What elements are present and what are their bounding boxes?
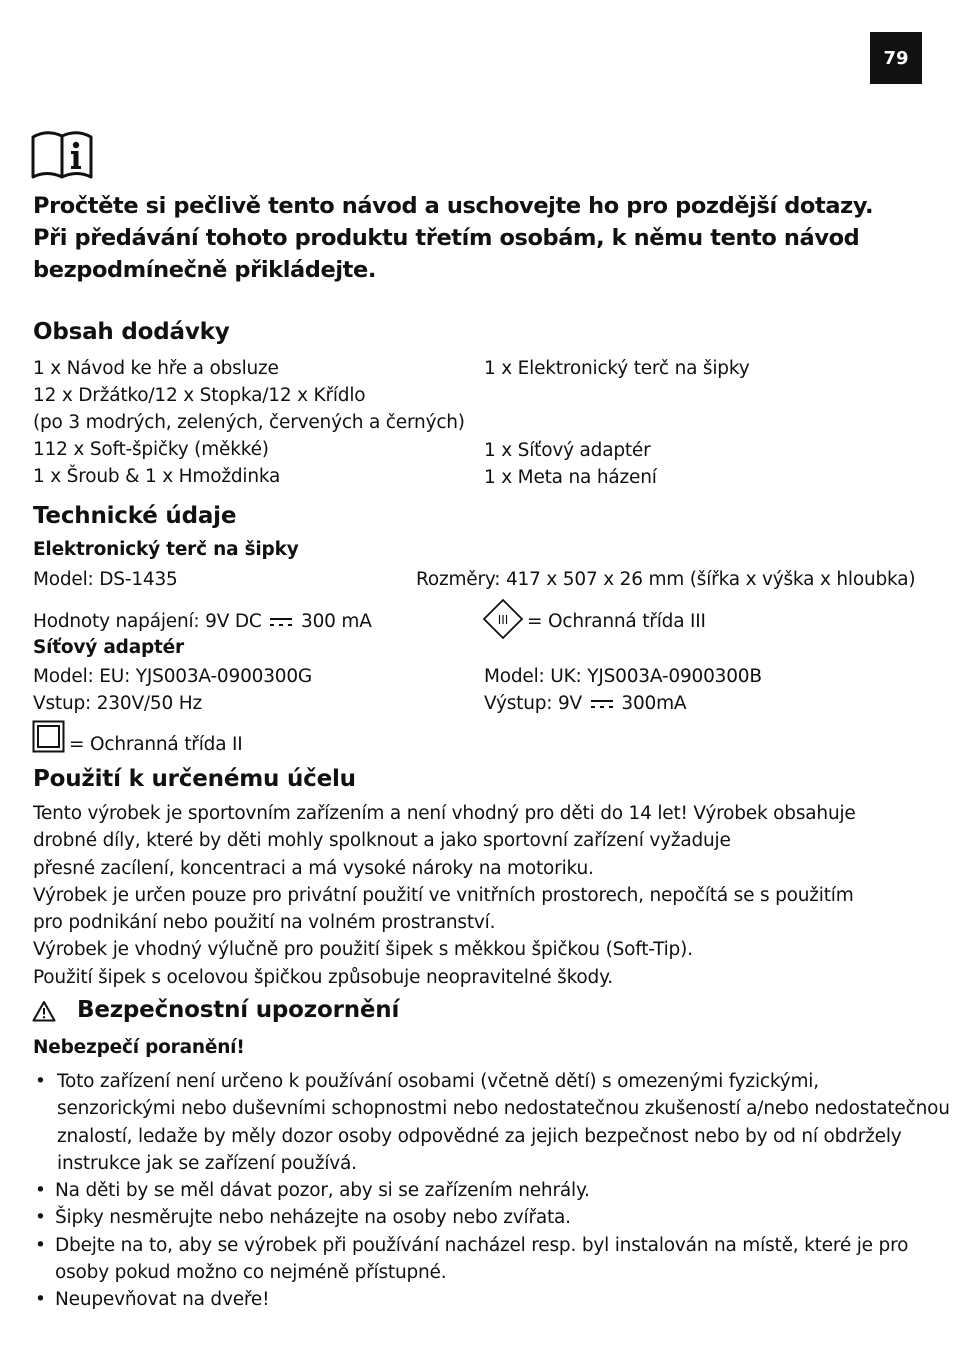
dc-symbol-icon <box>590 698 614 710</box>
protection-class-3-label: = Ochranná třída III <box>527 611 706 632</box>
power-rating <box>33 608 372 635</box>
contents-item: 1 x Elektronický terč na šipky <box>484 358 750 379</box>
intro-line: Pročtěte si pečlivě tento návod a uschovejte ho pro pozdější dotazy. <box>33 193 874 219</box>
contents-item: 112 x Soft-špičky (měkké) <box>33 439 269 460</box>
list-item-line: znalostí, ledaže by měly dozor osoby odpovědné za jejich bezpečnost nebo by od ní obdržely <box>57 1125 902 1147</box>
list-item-line: • Neupevňovat na dveře! <box>55 1289 270 1311</box>
list-item-line: • Dbejte na to, aby se výrobek při používání nacházel resp. byl instalován na místě, které je pro <box>55 1234 909 1256</box>
contents-list-left <box>33 355 465 490</box>
protection-class-2-icon <box>32 720 65 753</box>
adapter-model-uk: Model: UK: YJS003A-0900300B <box>484 666 762 687</box>
safety-list <box>33 1068 950 1314</box>
text-line: Výrobek je určen pouze pro privátní použití ve vnitřních prostorech, nepočítá se s použitím <box>33 884 854 906</box>
safety-subheading: Nebezpečí poranění! <box>33 1037 245 1058</box>
list-item <box>33 1232 923 1287</box>
list-item <box>33 1204 923 1231</box>
list-item-line: • Toto zařízení není určeno k používání osobami (včetně dětí) s omezenými fyzickými, <box>57 1071 819 1092</box>
contents-item: 1 x Síťový adaptér <box>484 440 651 461</box>
warning-icon <box>32 1000 56 1022</box>
page-number: 79 <box>870 32 922 84</box>
adapter-input: Vstup: 230V/50 Hz <box>33 693 202 714</box>
list-item-line: • Na děti by se měl dávat pozor, aby si se zařízením nehrály. <box>55 1180 590 1202</box>
dartboard-dimensions: Rozměry: 417 x 507 x 26 mm (šířka x výška x hloubka) <box>416 569 916 590</box>
manual-info-icon <box>30 128 94 180</box>
list-item-line: • Šipky nesměrujte nebo neházejte na osoby nebo zvířata. <box>55 1207 571 1229</box>
adapter-output <box>484 690 686 717</box>
power-rating-value: 300 mA <box>301 611 372 632</box>
contents-item: (po 3 modrých, zelených, červených a černých) <box>33 412 465 433</box>
protection-class-3-icon <box>482 598 524 640</box>
adapter-heading: Síťový adaptér <box>33 637 184 658</box>
list-item <box>33 1177 923 1204</box>
dc-symbol-icon <box>269 616 293 628</box>
list-item <box>33 1068 950 1177</box>
list-item-line: osoby pokud možno co nejméně přístupné. <box>55 1262 447 1284</box>
text-line: přesné zacílení, koncentraci a má vysoké nároky na motoriku. <box>33 857 594 879</box>
contents-item: 12 x Držátko/12 x Stopka/12 x Křídlo <box>33 385 366 406</box>
text-line: Použití šipek s ocelovou špičkou způsobuje neopravitelné škody. <box>33 966 613 988</box>
dartboard-heading: Elektronický terč na šipky <box>33 539 299 560</box>
list-item <box>33 1286 923 1313</box>
class-3-symbol-label: III <box>497 613 509 627</box>
intro-line: Při předávání tohoto produktu třetím osobám, k němu tento návod <box>33 225 860 251</box>
adapter-output-label: Výstup: 9V <box>484 693 583 714</box>
intended-use-heading: Použití k určenému účelu <box>33 766 356 792</box>
intended-use-text <box>33 800 923 991</box>
text-line: Výrobek je vhodný výlučně pro použití šipek s měkkou špičkou (Soft-Tip). <box>33 939 693 961</box>
contents-item: 1 x Meta na házení <box>484 467 657 488</box>
text-line: drobné díly, které by děti mohly spolknout a jako sportovní zařízení vyžaduje <box>33 830 731 852</box>
list-item-line: instrukce jak se zařízení používá. <box>57 1152 357 1174</box>
contents-item: 1 x Návod ke hře a obsluze <box>33 358 279 379</box>
safety-heading: Bezpečnostní upozornění <box>77 997 400 1023</box>
technical-heading: Technické údaje <box>33 503 237 529</box>
protection-class-2-label: = Ochranná třída II <box>69 734 243 755</box>
intro-text <box>33 190 873 286</box>
contents-heading: Obsah dodávky <box>33 319 230 345</box>
intro-line: bezpodmínečně přikládejte. <box>33 257 377 283</box>
list-item-line: senzorickými nebo duševními schopnostmi nebo nedostatečnou zkušeností a/nebo nedostatečnou <box>57 1098 950 1120</box>
dartboard-model: Model: DS-1435 <box>33 569 178 590</box>
power-rating-label: Hodnoty napájení: 9V DC <box>33 611 262 632</box>
adapter-output-value: 300mA <box>621 693 687 714</box>
text-line: Tento výrobek je sportovním zařízením a není vhodný pro děti do 14 let! Výrobek obsahuje <box>33 803 856 824</box>
contents-item: 1 x Šroub & 1 x Hmoždinka <box>33 466 281 487</box>
text-line: pro podnikání nebo použití na volném prostranství. <box>33 912 496 934</box>
adapter-model-eu: Model: EU: YJS003A-0900300G <box>33 666 313 687</box>
